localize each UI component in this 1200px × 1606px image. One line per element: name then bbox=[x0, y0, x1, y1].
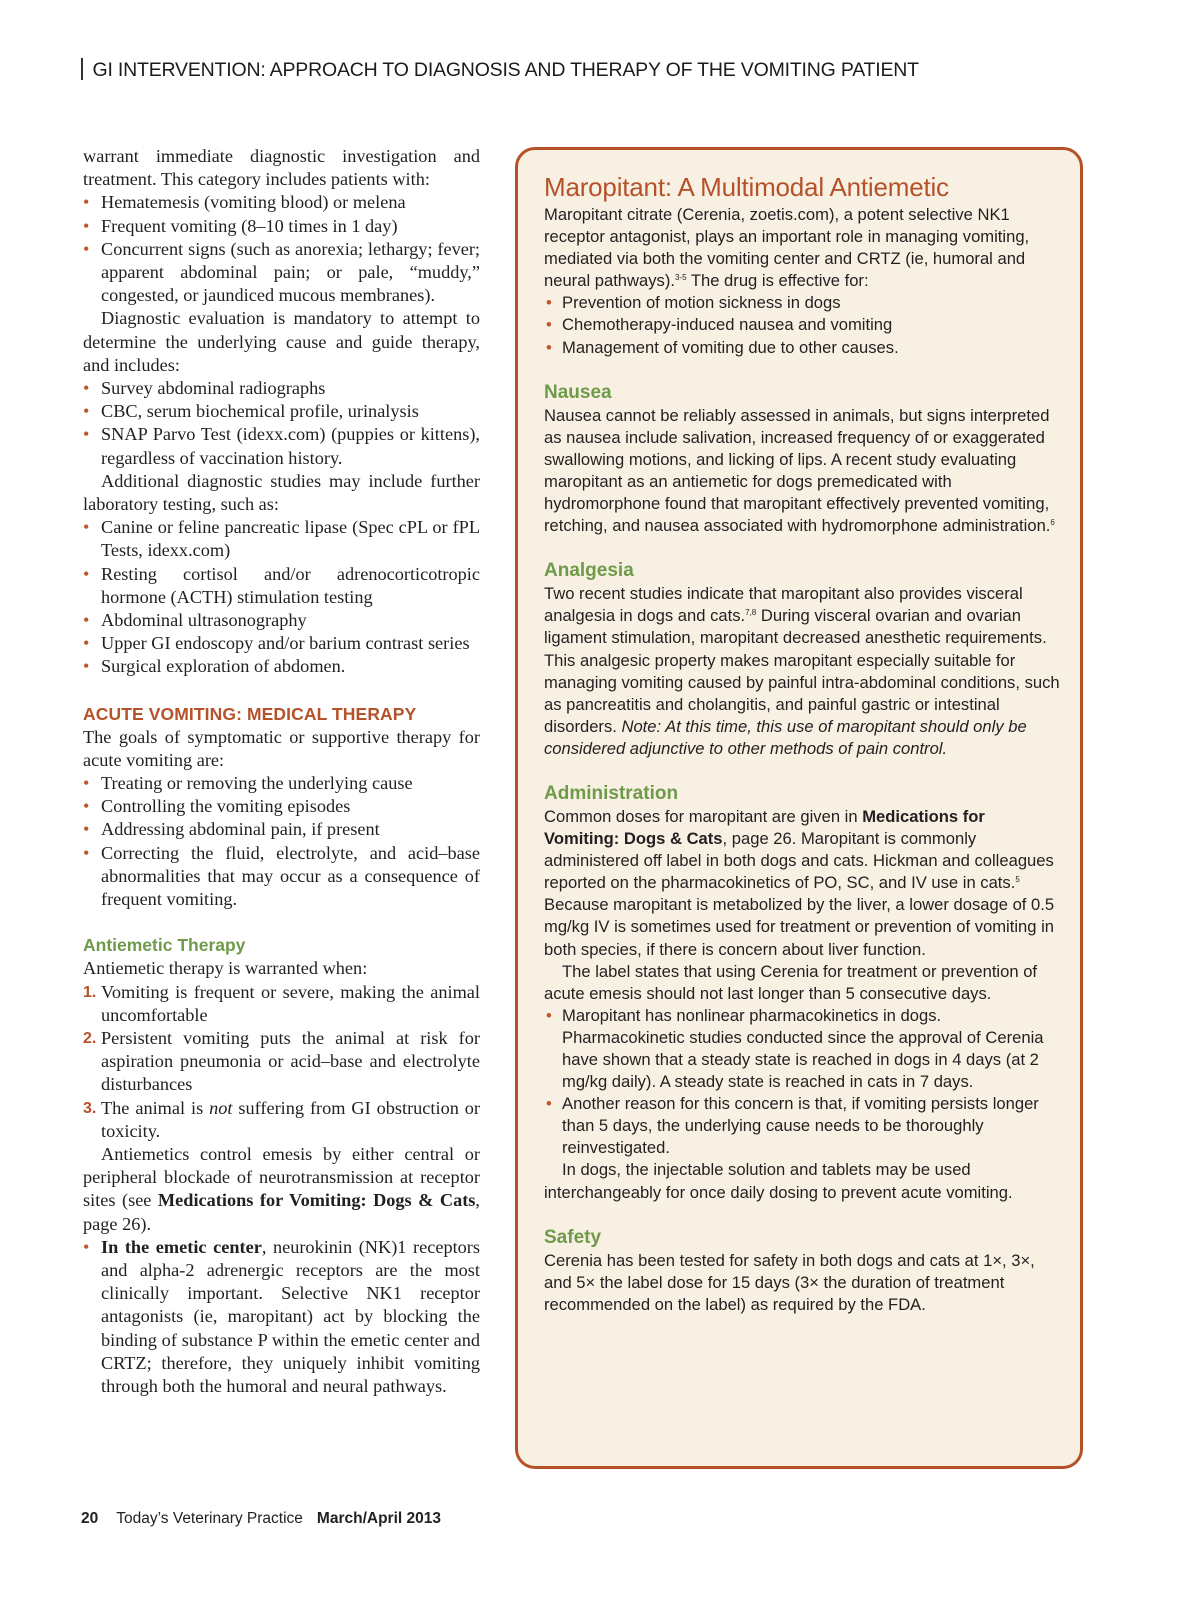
sidebar-content bbox=[544, 171, 1062, 1316]
nausea-paragraph bbox=[544, 405, 1062, 538]
admin-reference: Medications for Vomiting: Dogs & Cats bbox=[544, 806, 985, 849]
diagnostic-paragraph: Diagnostic evaluation is mandatory to attempt to determine the underlying cause and guide therapy, and includes: bbox=[83, 308, 480, 375]
intro-text-end: The drug is effective for: bbox=[686, 271, 869, 291]
list-item: • Abdominal ultrasonography bbox=[83, 609, 480, 632]
emetic-list bbox=[83, 1236, 480, 1398]
intro-paragraph: warrant immediate diagnostic investigation and treatment. This category includes patients with: bbox=[83, 146, 480, 190]
list-item: • Addressing abdominal pain, if present bbox=[83, 818, 480, 841]
analgesia-text: Two recent studies indicate that maropitant also provides visceral analgesia in dogs and cats. bbox=[544, 584, 1023, 626]
safety-paragraph: Cerenia has been tested for safety in both dogs and cats at 1×, 3×, and 5× the label dose for 15 days (3× the duration of treatment recommended on the label) as required by the FDA. bbox=[544, 1250, 1035, 1314]
warranted-list bbox=[83, 981, 480, 1143]
label-paragraph: The label states that using Cerenia for treatment or prevention of acute emesis should not last longer than 5 consecutive days. bbox=[544, 961, 1038, 1003]
emetic-lead: In the emetic center bbox=[101, 1236, 262, 1257]
analgesia-heading: Analgesia bbox=[544, 560, 634, 582]
admin-text: Common doses for maropitant are given in bbox=[544, 806, 863, 826]
numbered-item bbox=[83, 981, 480, 1027]
item-text-pre: The animal is bbox=[101, 1097, 210, 1118]
sidebar-intro bbox=[544, 204, 1062, 292]
diagnostic-list bbox=[83, 377, 480, 470]
analgesia-paragraph bbox=[544, 583, 1062, 760]
effective-list bbox=[544, 292, 1062, 358]
list-item: • Maropitant has nonlinear pharmacokinetics in dogs. Pharmacokinetic studies conducted since the approval of Cerenia have shown that a steady state is reached in dogs in 4 days (at 2 mg/kg daily). A steady state is reached in cats in 7 days. bbox=[544, 1005, 1062, 1093]
list-item: • Resting cortisol and/or adrenocorticotropic hormone (ACTH) stimulation testing bbox=[83, 563, 480, 609]
list-item: • Survey abdominal radiographs bbox=[83, 377, 480, 400]
item-number: 1. bbox=[83, 983, 97, 1001]
numbered-item bbox=[83, 1097, 480, 1143]
issue-date: March/April 2013 bbox=[316, 1510, 441, 1527]
list-item: • CBC, serum biochemical profile, urinalysis bbox=[83, 400, 480, 423]
administration-list bbox=[544, 1005, 1062, 1160]
page-number: 20 bbox=[81, 1510, 99, 1527]
list-item: • SNAP Parvo Test (idexx.com) (puppies or kittens), regardless of vaccination history. bbox=[83, 423, 480, 469]
header-title: GI INTERVENTION: APPROACH TO DIAGNOSIS AND THERAPY OF THE VOMITING PATIENT bbox=[92, 59, 919, 81]
additional-paragraph: Additional diagnostic studies may include further laboratory testing, such as: bbox=[83, 470, 480, 515]
publication-name: Today’s Veterinary Practice bbox=[116, 1510, 303, 1527]
antiemetic-heading: Antiemetic Therapy bbox=[83, 935, 246, 956]
left-column bbox=[83, 145, 480, 1398]
administration-paragraph bbox=[544, 806, 1062, 961]
analgesia-note: Note: At this time, this use of maropitant should only be considered adjunctive to other methods of pain control. bbox=[544, 716, 1027, 758]
item-text-post: suffering from GI obstruction or toxicity. bbox=[101, 1097, 480, 1141]
analgesia-text-end: During visceral ovarian and ovarian ligament stimulation, maropitant decreased anesthetic requirements. This analgesic property makes maropitant especially suitable for managing vomiting caused by painful intra-abdominal conditions, such as pancreatitis and cholangitis, and painful gastric or intestinal disorders. bbox=[544, 606, 1060, 736]
list-item: • Controlling the vomiting episodes bbox=[83, 795, 480, 818]
list-item: • Correcting the fluid, electrolyte, and acid–base abnormalities that may occur as a consequence of frequent vomiting. bbox=[83, 842, 480, 912]
item-number: 2. bbox=[83, 1029, 97, 1047]
item-number: 3. bbox=[83, 1099, 97, 1117]
admin-text-end: Because maropitant is metabolized by the liver, a lower dosage of 0.5 mg/kg IV is sometimes used for treatment or prevention of vomiting in both species, if there is concern about liver function. bbox=[544, 895, 1055, 959]
control-paragraph bbox=[83, 1143, 480, 1236]
nausea-text: Nausea cannot be reliably assessed in animals, but signs interpreted as nausea include salivation, increased frequency of or exaggerated swallowing motions, and licking of lips. A recent study evaluating maropitant as an antiemetic for dogs premedicated with hydromorphone found that maropitant effectively prevented vomiting, retching, and nausea associated with hydromorphone administration. bbox=[544, 405, 1051, 536]
safety-heading: Safety bbox=[544, 1226, 602, 1248]
control-text: Antiemetics control emesis by either central or peripheral blockade of neurotransmission at receptor sites (see bbox=[83, 1143, 480, 1211]
citation: 5 bbox=[1015, 875, 1020, 885]
list-item: • Prevention of motion sickness in dogs bbox=[544, 292, 1062, 314]
list-item: • Treating or removing the underlying cause bbox=[83, 772, 480, 795]
list-item: • Frequent vomiting (8–10 times in 1 day) bbox=[83, 215, 480, 238]
citation: 6 bbox=[1050, 518, 1055, 528]
list-item: • Chemotherapy-induced nausea and vomiting bbox=[544, 314, 1062, 336]
list-item: • Concurrent signs (such as anorexia; lethargy; fever; apparent abdominal pain; or pale, “muddy,” congested, or jaundiced mucous membranes). bbox=[83, 238, 480, 308]
control-reference: Medications for Vomiting: Dogs & Cats bbox=[157, 1190, 476, 1211]
list-item: • Hematemesis (vomiting blood) or melena bbox=[83, 191, 480, 214]
intro-text: Maropitant citrate (Cerenia, zoetis.com), a potent selective NK1 receptor antagonist, plays an important role in managing vomiting, mediated via both the vomiting center and CRTZ (ie, humoral and neural pathways). bbox=[544, 205, 1030, 291]
sidebar-title: Maropitant: A Multimodal Antiemetic bbox=[544, 172, 949, 202]
citation: 7,8 bbox=[745, 608, 757, 618]
header-bar bbox=[81, 58, 83, 80]
goals-paragraph: The goals of symptomatic or supportive therapy for acute vomiting are: bbox=[83, 726, 480, 770]
list-item: • Upper GI endoscopy and/or barium contrast series bbox=[83, 632, 480, 655]
signs-list bbox=[83, 191, 480, 307]
running-header bbox=[81, 58, 1121, 82]
list-item bbox=[83, 1236, 480, 1398]
citation: 3-5 bbox=[674, 273, 687, 283]
therapy-heading: ACUTE VOMITING: MEDICAL THERAPY bbox=[83, 703, 417, 724]
additional-list bbox=[83, 516, 480, 678]
administration-heading: Administration bbox=[544, 782, 679, 804]
antiemetic-paragraph: Antiemetic therapy is warranted when: bbox=[83, 958, 368, 979]
page-footer bbox=[81, 1510, 441, 1528]
goals-list bbox=[83, 772, 480, 911]
emetic-text: , neurokinin (NK)1 receptors and alpha-2 adrenergic receptors are the most clinically important. Selective NK1 receptor antagonists (ie, maropitant) act by blocking the binding of substance P within the emetic center and CRTZ; therefore, they uniquely inhibit vomiting through both the humoral and neural pathways. bbox=[101, 1236, 481, 1396]
list-item: • Management of vomiting due to other causes. bbox=[544, 337, 1062, 359]
list-item: • Surgical exploration of abdomen. bbox=[83, 655, 480, 678]
item-text: Persistent vomiting puts the animal at risk for aspiration pneumonia or acid–base and electrolyte disturbances bbox=[101, 1027, 480, 1095]
list-item: • Another reason for this concern is that, if vomiting persists longer than 5 days, the underlying cause needs to be thoroughly reinvestigated. bbox=[544, 1093, 1062, 1159]
control-text-end: , page 26). bbox=[83, 1190, 480, 1234]
nausea-heading: Nausea bbox=[544, 381, 612, 403]
numbered-item bbox=[83, 1027, 480, 1097]
admin-text-mid: , page 26. Maropitant is commonly administered off label in both dogs and cats. Hickman and colleagues reported on the pharmacokinetics of PO, SC, and IV use in cats. bbox=[544, 829, 1054, 893]
dogs-paragraph: In dogs, the injectable solution and tablets may be used interchangeably for once daily dosing to prevent acute vomiting. bbox=[544, 1160, 1013, 1202]
item-text-emphasis: not bbox=[209, 1097, 233, 1118]
item-text: Vomiting is frequent or severe, making the animal uncomfortable bbox=[101, 981, 480, 1025]
list-item: • Canine or feline pancreatic lipase (Spec cPL or fPL Tests, idexx.com) bbox=[83, 516, 480, 562]
